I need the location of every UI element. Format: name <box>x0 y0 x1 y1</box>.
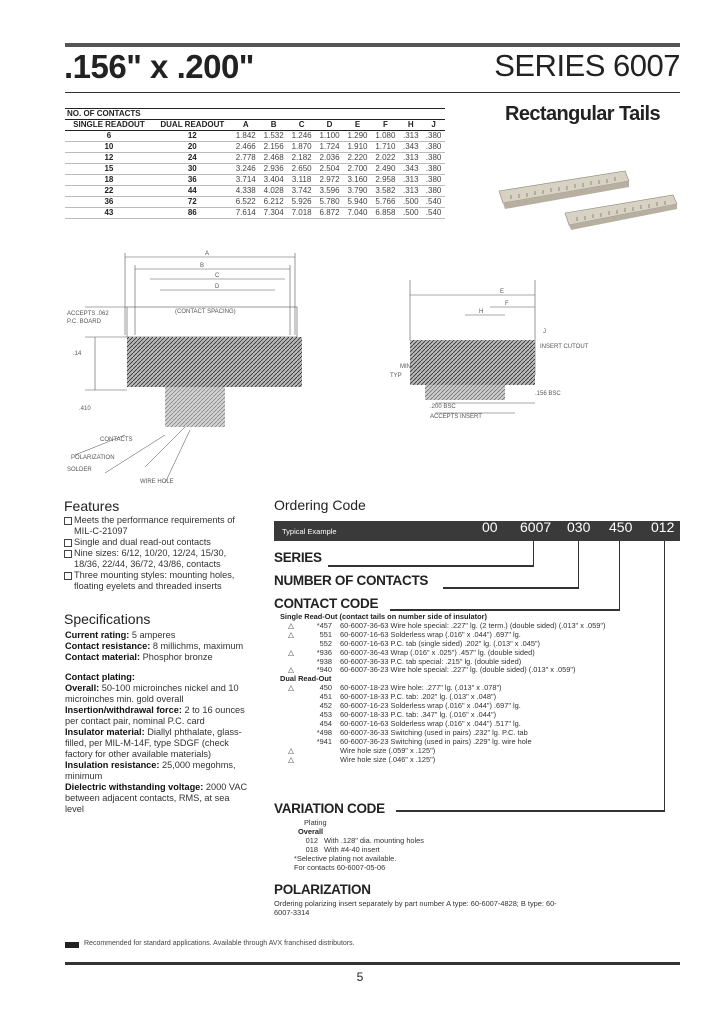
table-cell: 2.972 <box>316 175 344 186</box>
col-header: F <box>371 120 399 131</box>
col-header: J <box>422 120 445 131</box>
contacts-note: For contacts 60-6007-05-06 <box>294 863 386 872</box>
table-cell: .313 <box>399 131 422 142</box>
contact-code: *457 <box>316 620 332 630</box>
page-number: 5 <box>356 970 364 984</box>
code-segment-contact-code: 450 <box>609 519 633 535</box>
dim-c-label: C <box>215 273 220 279</box>
table-cell: 3.246 <box>232 164 260 175</box>
triangle-icon <box>280 720 302 729</box>
contacts-connector <box>578 541 579 588</box>
table-cell: .343 <box>399 142 422 153</box>
table-cell: 2.504 <box>316 164 344 175</box>
table-cell: .540 <box>422 208 445 219</box>
spec-item <box>65 727 250 760</box>
table-cell: 5.766 <box>371 197 399 208</box>
variation-desc: With .128" dia. mounting holes <box>324 836 424 845</box>
table-cell: 2.700 <box>344 164 372 175</box>
contact-code: 451 <box>319 692 332 702</box>
selective-plating-note: *Selective plating not available. <box>294 854 397 863</box>
table-cell: 7.018 <box>288 208 316 219</box>
series-section-label: SERIES <box>274 550 322 565</box>
table-cell: 2.182 <box>288 153 316 164</box>
page-title-dimensions: .156" x .200" <box>64 48 254 85</box>
table-cell: 3.742 <box>288 186 316 197</box>
dim-h-label: H <box>479 309 484 315</box>
dim-d-label: D <box>215 284 220 290</box>
table-cell: 2.650 <box>288 164 316 175</box>
table-cell: 1.080 <box>371 131 399 142</box>
table-cell: .343 <box>399 164 422 175</box>
table-cell: .500 <box>399 208 422 219</box>
table-cell: .500 <box>399 197 422 208</box>
contact-desc: 60-6007-16-63 P.C. tab (single sided) .202" lg. (.013" x .045") <box>340 638 541 648</box>
table-cell: .380 <box>422 142 445 153</box>
table-row <box>65 164 445 175</box>
col-header: A <box>232 120 260 131</box>
contact-code-connector <box>619 541 620 610</box>
overall-label: Overall <box>298 827 324 836</box>
table-row <box>65 208 445 219</box>
table-cell: .380 <box>422 164 445 175</box>
contact-code: 552 <box>319 638 332 648</box>
table-cell: .380 <box>422 153 445 164</box>
col-header: D <box>316 120 344 131</box>
variation-list <box>290 818 424 872</box>
spec-value: Diallyl phthalate, glass-filled, per MIL-M-14F, type SDGF (check factory for other available materials) <box>65 727 242 759</box>
table-cell: 6.858 <box>371 208 399 219</box>
table-cell: 3.582 <box>371 186 399 197</box>
table-cell: 1.100 <box>316 131 344 142</box>
col-dual-readout: DUAL READOUT <box>153 120 232 131</box>
table-cell: 1.724 <box>316 142 344 153</box>
spec-item <box>65 683 250 705</box>
dim-e-label: E <box>500 289 505 295</box>
table-row <box>65 175 445 186</box>
contact-desc: 60-6007-16-63 Solderless wrap (.016" x .044") .517" lg. <box>340 718 521 728</box>
table-cell: 1.246 <box>288 131 316 142</box>
table-cell: 7.040 <box>344 208 372 219</box>
table-cell: 36 <box>153 175 232 186</box>
dim-b-label: B <box>200 263 205 269</box>
contact-desc: 60-6007-36-33 P.C. tab special: .215" lg. (double sided) <box>340 656 522 666</box>
checkbox-icon <box>64 572 72 580</box>
triangle-icon <box>280 711 302 720</box>
table-cell: 1.532 <box>260 131 288 142</box>
table-cell: 2.490 <box>371 164 399 175</box>
checkbox-icon <box>64 539 72 547</box>
technical-drawing <box>65 245 589 490</box>
variation-code-label: VARIATION CODE <box>274 801 385 816</box>
series-connector <box>533 541 534 566</box>
table-cell: 4.338 <box>232 186 260 197</box>
feature-item <box>64 515 249 537</box>
feature-text: Nine sizes: 6/12, 10/20, 12/24, 15/30, 18/36, 22/44, 36/72, 43/86, contacts <box>74 548 227 569</box>
table-cell: 44 <box>153 186 232 197</box>
table-cell: 3.596 <box>316 186 344 197</box>
checkbox-icon <box>64 550 72 558</box>
table-cell: 3.790 <box>344 186 372 197</box>
contact-code: 551 <box>319 629 332 639</box>
table-cell: 2.036 <box>316 153 344 164</box>
contact-code: 452 <box>319 701 332 711</box>
table-cell: 3.160 <box>344 175 372 186</box>
code-segment-series: 6007 <box>520 519 552 535</box>
spacing-label: .200 BSC <box>430 404 456 410</box>
triangle-icon: △ <box>288 647 294 657</box>
table-cell: 2.466 <box>232 142 260 153</box>
spec-item <box>65 672 250 683</box>
contact-desc: 60-6007-36-23 Wire hole special: .227" lg. (double sided) (.013" x .059") <box>340 665 576 675</box>
variation-code: 012 <box>305 836 318 845</box>
col-header: E <box>344 120 372 131</box>
features-title: Features <box>64 498 120 514</box>
table-cell: 43 <box>65 208 153 219</box>
contact-code-label: CONTACT CODE <box>274 596 379 611</box>
col-header: B <box>260 120 288 131</box>
contact-code: *940 <box>316 665 332 675</box>
spec-item <box>65 782 250 815</box>
contact-desc: Wire hole size (.059" x .125") <box>340 745 436 755</box>
contact-code <box>302 747 340 756</box>
table-cell: 6.212 <box>260 197 288 208</box>
table-cell: 2.220 <box>344 153 372 164</box>
contact-code-row <box>280 666 680 675</box>
specifications-list <box>65 630 250 815</box>
spec-label: Dielectric withstanding voltage: <box>65 782 204 792</box>
table-cell: 6.872 <box>316 208 344 219</box>
contact-code: *941 <box>316 736 332 746</box>
table-cell: 12 <box>65 153 153 164</box>
spec-value: Phosphor bronze <box>142 652 213 662</box>
col-single-readout: SINGLE READOUT <box>65 120 153 131</box>
contact-code-list <box>280 613 680 764</box>
table-cell: 5.780 <box>316 197 344 208</box>
dim-j-label: J <box>543 329 546 335</box>
polarization-label: POLARIZATION <box>71 455 115 461</box>
feature-item <box>64 537 249 548</box>
table-cell: 10 <box>65 142 153 153</box>
table-cell: 1.910 <box>344 142 372 153</box>
code-segment-variation: 012 <box>651 519 675 535</box>
solder-label: SOLDER <box>67 467 92 473</box>
table-cell: 12 <box>153 131 232 142</box>
page-title-series: SERIES 6007 <box>494 48 680 83</box>
feature-text: Three mounting styles: mounting holes, floating eyelets and threaded inserts <box>74 570 235 591</box>
table-cell: 6 <box>65 131 153 142</box>
triangle-icon <box>280 729 302 738</box>
spec-value: 5 amperes <box>131 630 176 640</box>
table-cell: 86 <box>153 208 232 219</box>
triangle-icon: △ <box>288 745 294 755</box>
footnote-marker <box>65 942 79 948</box>
polarization-label: POLARIZATION <box>274 882 371 897</box>
contact-desc: 60-6007-36-63 Wire hole special: .227" lg. (2 term.) (double sided) (.013" x .059") <box>340 620 606 630</box>
triangle-icon: △ <box>288 754 294 764</box>
table-cell: 1.842 <box>232 131 260 142</box>
table-cell: 1.710 <box>371 142 399 153</box>
spec-item <box>65 760 250 782</box>
feature-item <box>64 548 249 570</box>
specifications-title: Specifications <box>64 611 151 627</box>
code-segment-prefix: 00 <box>482 519 498 535</box>
dim-14-label: .14 <box>73 351 82 357</box>
contact-code: *936 <box>316 647 332 657</box>
insert-cutout-label: INSERT CUTOUT <box>540 344 589 350</box>
contact-desc: 60-6007-36-33 Switching (used in pairs) .232" lg. P.C. tab <box>340 727 528 737</box>
table-cell: 1.870 <box>288 142 316 153</box>
contact-desc: 60-6007-16-63 Solderless wrap (.016" x .044") .697" lg. <box>340 629 521 639</box>
contact-desc: 60-6007-16-23 Solderless wrap (.016" x .044") .697" lg. <box>340 701 521 711</box>
spec-value: 8 millichms, maximum <box>152 641 244 651</box>
table-group-header: NO. OF CONTACTS <box>65 109 232 120</box>
spec-label: Contact plating: <box>65 672 135 682</box>
table-cell: 3.714 <box>232 175 260 186</box>
triangle-icon <box>280 702 302 711</box>
number-of-contacts-label: NUMBER OF CONTACTS <box>274 573 429 588</box>
table-cell: 36 <box>65 197 153 208</box>
table-row <box>65 131 445 142</box>
bsc-label: .156 BSC <box>535 391 561 397</box>
feature-text: Meets the performance requirements of MIL-C-21097 <box>74 515 235 536</box>
contact-desc: 60-6007-18-23 Wire hole: .277" lg. (.013" x .078") <box>340 683 502 693</box>
typical-example-label: Typical Example <box>282 527 337 536</box>
section-subtitle: Rectangular Tails <box>505 103 661 125</box>
table-row <box>65 153 445 164</box>
table-cell: 6.522 <box>232 197 260 208</box>
contact-spacing-label: (CONTACT SPACING) <box>175 309 236 315</box>
contact-desc: Wire hole size (.046" x .125") <box>340 754 436 764</box>
col-header: C <box>288 120 316 131</box>
contact-code: 450 <box>319 683 332 693</box>
feature-item <box>64 570 249 592</box>
spec-label: Overall: <box>65 683 100 693</box>
table-cell: 22 <box>65 186 153 197</box>
triangle-icon: △ <box>288 683 294 693</box>
table-cell: 5.940 <box>344 197 372 208</box>
contact-code: *498 <box>316 727 332 737</box>
table-cell: 7.614 <box>232 208 260 219</box>
contact-code-row <box>280 756 680 765</box>
table-cell: 2.958 <box>371 175 399 186</box>
contact-code: 454 <box>319 718 332 728</box>
table-cell: 4.028 <box>260 186 288 197</box>
min-label: MIN <box>400 364 411 370</box>
spec-label: Contact material: <box>65 652 141 662</box>
contact-code-rule <box>390 609 620 611</box>
table-row <box>65 197 445 208</box>
contact-code: *938 <box>316 656 332 666</box>
table-cell: 7.304 <box>260 208 288 219</box>
table-cell: 2.156 <box>260 142 288 153</box>
spec-label: Contact resistance: <box>65 641 151 651</box>
variation-rule <box>396 810 665 812</box>
footnote-text: Recommended for standard applications. Available through AVX franchised distributors. <box>84 940 355 947</box>
wire-hole-label: WIRE HOLE <box>140 479 174 485</box>
connector-photo <box>487 133 680 231</box>
contact-desc: 60-6007-36-43 Wrap (.016" x .025") .457" lg. (double sided) <box>340 647 535 657</box>
ordering-code-title: Ordering Code <box>274 497 366 513</box>
spec-value: 2000 VAC between adjacent contacts, RMS, at sea level <box>65 782 248 814</box>
spec-value: 50-100 microinches nickel and 10 microinches min. gold overall <box>65 683 239 704</box>
spec-label: Insertion/withdrawal force: <box>65 705 182 715</box>
pc-board-label: P.C. BOARD <box>67 319 101 325</box>
features-list <box>64 515 249 592</box>
accepts-label: ACCEPTS .062 <box>67 311 109 317</box>
contacts-rule <box>443 587 579 589</box>
variation-desc: With #4-40 insert <box>324 845 380 854</box>
table-cell: 3.118 <box>288 175 316 186</box>
table-cell: 20 <box>153 142 232 153</box>
spec-label: Insulator material: <box>65 727 145 737</box>
table-cell: .380 <box>422 186 445 197</box>
contact-code: 453 <box>319 709 332 719</box>
accepts-insert-label: ACCEPTS INSERT <box>430 414 482 420</box>
table-cell: 2.778 <box>232 153 260 164</box>
contact-desc: 60-6007-36-23 Switching (used in pairs) .229" lg. wire hole <box>340 736 532 746</box>
col-header: H <box>399 120 422 131</box>
table-cell: 15 <box>65 164 153 175</box>
contact-desc: 60-6007-18-33 P.C. tab: .202" lg. (.013" x .048") <box>340 692 497 702</box>
dim-f-label: F <box>505 301 509 307</box>
code-segment-contacts: 030 <box>567 519 591 535</box>
spec-item <box>65 630 250 641</box>
table-cell: 2.468 <box>260 153 288 164</box>
checkbox-icon <box>64 517 72 525</box>
contacts-label: CONTACTS <box>100 437 133 443</box>
spec-item <box>65 641 250 652</box>
dim-410-label: .410 <box>79 406 91 412</box>
table-cell: 3.404 <box>260 175 288 186</box>
spec-label: Insulation resistance: <box>65 760 160 770</box>
dual-readout-subtitle: Dual Read-Out <box>280 674 332 684</box>
dim-a-label: A <box>205 251 210 257</box>
single-readout-subtitle: Single Read-Out (contact tails on number side of insulator) <box>280 612 487 621</box>
table-cell: .380 <box>422 131 445 142</box>
polarization-text: Ordering polarizing insert separately by part number A type: 60-6007-4828; B type: 60-6007-3314 <box>274 899 557 917</box>
table-cell: 18 <box>65 175 153 186</box>
triangle-icon <box>280 693 302 702</box>
contact-desc: 60-6007-18-33 P.C. tab: .347" lg. (.016" x .044") <box>340 709 497 719</box>
variation-code: 018 <box>305 845 318 854</box>
table-cell: 30 <box>153 164 232 175</box>
table-cell: 24 <box>153 153 232 164</box>
triangle-icon: △ <box>288 620 294 630</box>
table-cell: 2.936 <box>260 164 288 175</box>
header-rule-bottom <box>65 92 680 93</box>
table-cell: .313 <box>399 153 422 164</box>
triangle-icon: △ <box>288 665 294 675</box>
typ-label: TYP <box>390 373 402 379</box>
table-cell: 72 <box>153 197 232 208</box>
dimension-table <box>65 108 445 219</box>
table-cell: .313 <box>399 186 422 197</box>
contact-code <box>302 756 340 765</box>
plating-label: Plating <box>304 818 327 827</box>
table-cell: .313 <box>399 175 422 186</box>
triangle-icon: △ <box>288 629 294 639</box>
table-row <box>65 142 445 153</box>
table-cell: 1.290 <box>344 131 372 142</box>
header-rule-top <box>65 43 680 47</box>
table-cell: 2.022 <box>371 153 399 164</box>
spec-item <box>65 652 250 663</box>
spec-item <box>65 705 250 727</box>
footer-rule <box>65 962 680 965</box>
spec-value: 2 to 16 ounces per contact pair, nominal P.C. card <box>65 705 245 726</box>
table-cell: .540 <box>422 197 445 208</box>
series-rule <box>328 565 534 567</box>
feature-text: Single and dual read-out contacts <box>74 537 211 547</box>
spec-label: Current rating: <box>65 630 130 640</box>
spec-value: 25,000 megohms, minimum <box>65 760 236 781</box>
table-cell: .380 <box>422 175 445 186</box>
table-cell: 5.926 <box>288 197 316 208</box>
table-row <box>65 186 445 197</box>
